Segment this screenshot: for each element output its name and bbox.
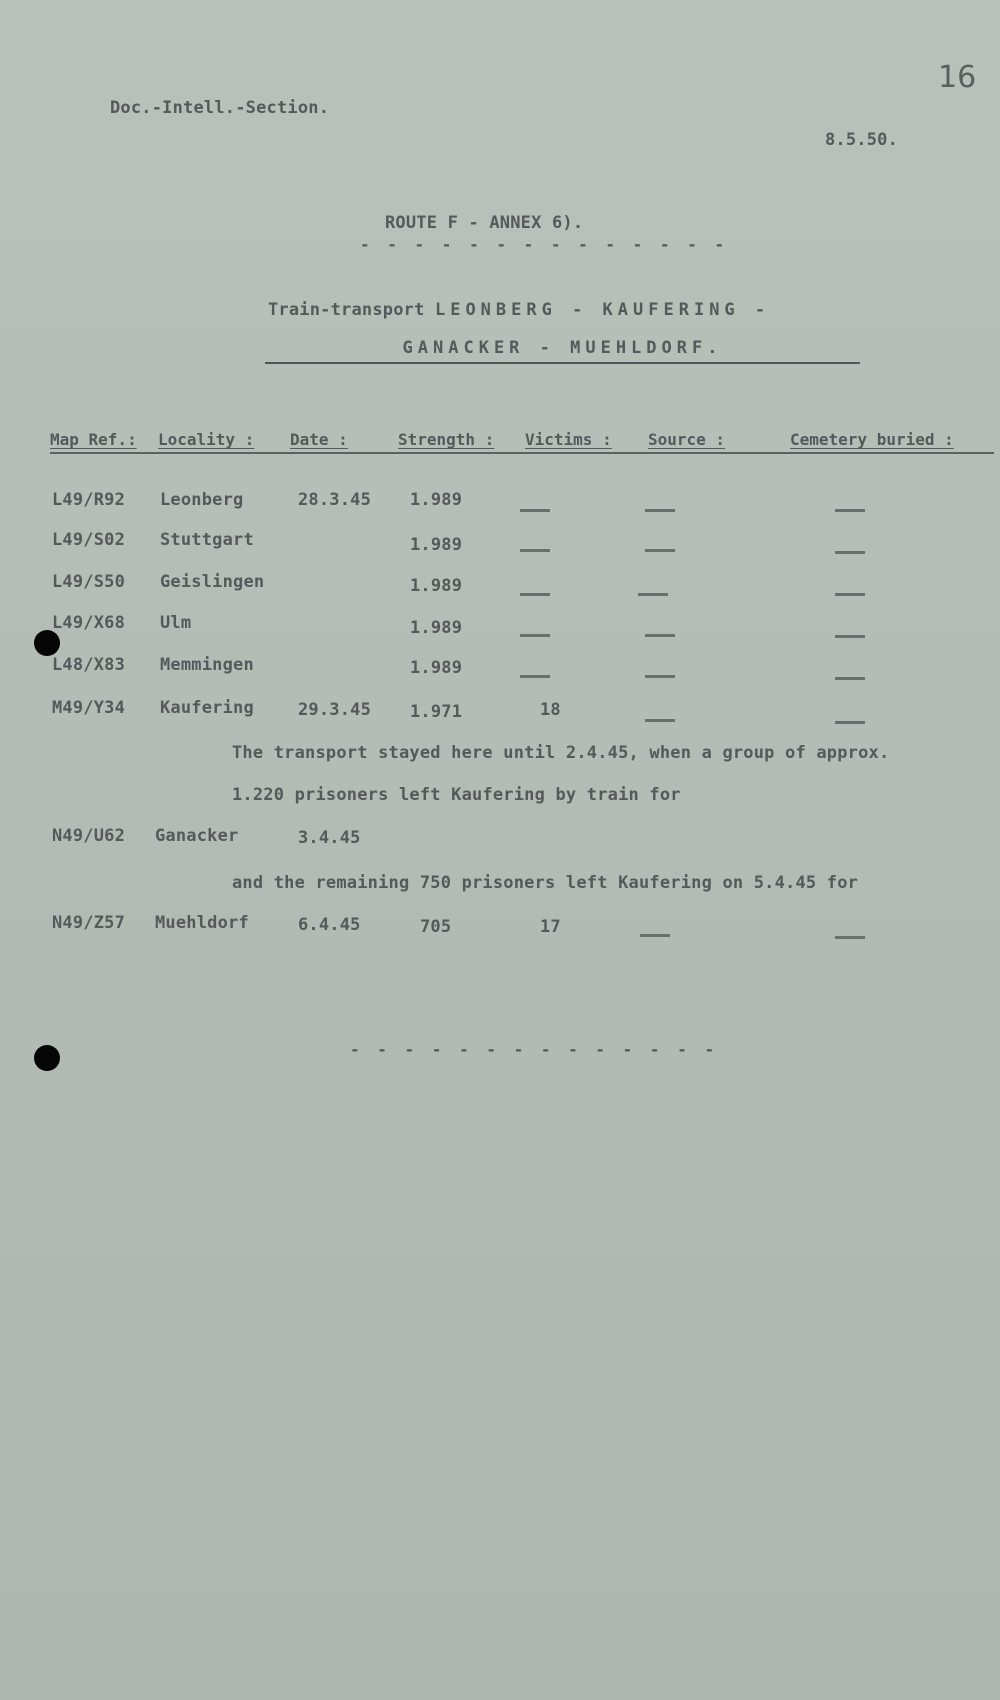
row-4-locality: Ulm <box>160 613 192 633</box>
row-6-map-ref: M49/Y34 <box>52 698 126 718</box>
row-4-map-ref: L49/X68 <box>52 613 126 633</box>
row-6-victims: 18 <box>540 700 561 720</box>
row-1-locality: Leonberg <box>160 490 244 510</box>
row-3-strength: 1.989 <box>410 576 463 596</box>
punch-hole-top <box>34 630 60 656</box>
muehldorf-victims: 17 <box>540 917 561 937</box>
col-header-cemetery: Cemetery buried : <box>790 430 954 449</box>
row-2-map-ref: L49/S02 <box>52 530 126 550</box>
row-6-source-dash <box>645 710 675 729</box>
note-1-line-1: The transport stayed here until 2.4.45, when a group of approx. <box>232 743 890 763</box>
title-prefix: Train-transport <box>268 300 425 320</box>
row-4-cemetery-dash <box>835 626 865 645</box>
row-1-victims-dash <box>520 500 550 519</box>
row-2-strength: 1.989 <box>410 535 463 555</box>
page-number: 16 <box>938 60 977 95</box>
title-line-1 <box>268 300 770 320</box>
title-places: LEONBERG - KAUFERING - <box>434 300 771 320</box>
muehldorf-date: 6.4.45 <box>298 915 361 935</box>
muehldorf-locality: Muehldorf <box>155 913 249 933</box>
row-4-source-dash <box>645 625 675 644</box>
row-1-source-dash <box>645 500 675 519</box>
row-6-cemetery-dash <box>835 712 865 731</box>
row-6-locality: Kaufering <box>160 698 254 718</box>
row-5-locality: Memmingen <box>160 655 254 675</box>
row-5-source-dash <box>645 666 675 685</box>
closing-separator: - - - - - - - - - - - - - - <box>350 1040 719 1059</box>
punch-hole-bottom <box>34 1045 60 1071</box>
row-3-map-ref: L49/S50 <box>52 572 126 592</box>
row-5-victims-dash <box>520 666 550 685</box>
section-label: Doc.-Intell.-Section. <box>110 98 330 118</box>
col-header-locality: Locality : <box>158 430 255 449</box>
row-5-strength: 1.989 <box>410 658 463 678</box>
note-2: and the remaining 750 prisoners left Kaufering on 5.4.45 for <box>232 873 859 893</box>
ganacker-locality: Ganacker <box>155 826 239 846</box>
note-1-line-2: 1.220 prisoners left Kaufering by train for <box>232 785 681 805</box>
route-title: ROUTE F - ANNEX 6). <box>385 213 584 233</box>
row-3-source-dash <box>638 584 668 603</box>
row-2-victims-dash <box>520 540 550 559</box>
ganacker-date: 3.4.45 <box>298 828 361 848</box>
row-1-strength: 1.989 <box>410 490 463 510</box>
row-3-locality: Geislingen <box>160 572 265 592</box>
col-header-victims: Victims : <box>525 430 612 449</box>
row-5-cemetery-dash <box>835 668 865 687</box>
col-header-map-ref: Map Ref.: <box>50 430 137 449</box>
header-rule <box>50 452 994 454</box>
title-line-2-wrap <box>265 338 860 358</box>
row-1-map-ref: L49/R92 <box>52 490 126 510</box>
row-2-locality: Stuttgart <box>160 530 254 550</box>
row-4-strength: 1.989 <box>410 618 463 638</box>
ganacker-map-ref: N49/U62 <box>52 826 126 846</box>
row-2-cemetery-dash <box>835 542 865 561</box>
col-header-date: Date : <box>290 430 348 449</box>
title-underline <box>265 362 860 364</box>
row-3-victims-dash <box>520 584 550 603</box>
title-separator: - - - - - - - - - - - - - - <box>360 235 729 254</box>
muehldorf-strength: 705 <box>420 917 452 937</box>
row-1-date: 28.3.45 <box>298 490 372 510</box>
document-date: 8.5.50. <box>825 130 899 150</box>
row-4-victims-dash <box>520 625 550 644</box>
row-1-cemetery-dash <box>835 500 865 519</box>
row-2-source-dash <box>645 540 675 559</box>
col-header-strength: Strength : <box>398 430 495 449</box>
title-line-2: GANACKER - MUEHLDORF. <box>402 338 723 358</box>
row-3-cemetery-dash <box>835 584 865 603</box>
row-6-strength: 1.971 <box>410 702 463 722</box>
row-5-map-ref: L48/X83 <box>52 655 126 675</box>
muehldorf-source-dash <box>640 925 670 944</box>
row-6-date: 29.3.45 <box>298 700 372 720</box>
muehldorf-cemetery-dash <box>835 927 865 946</box>
muehldorf-map-ref: N49/Z57 <box>52 913 126 933</box>
col-header-source: Source : <box>648 430 726 449</box>
